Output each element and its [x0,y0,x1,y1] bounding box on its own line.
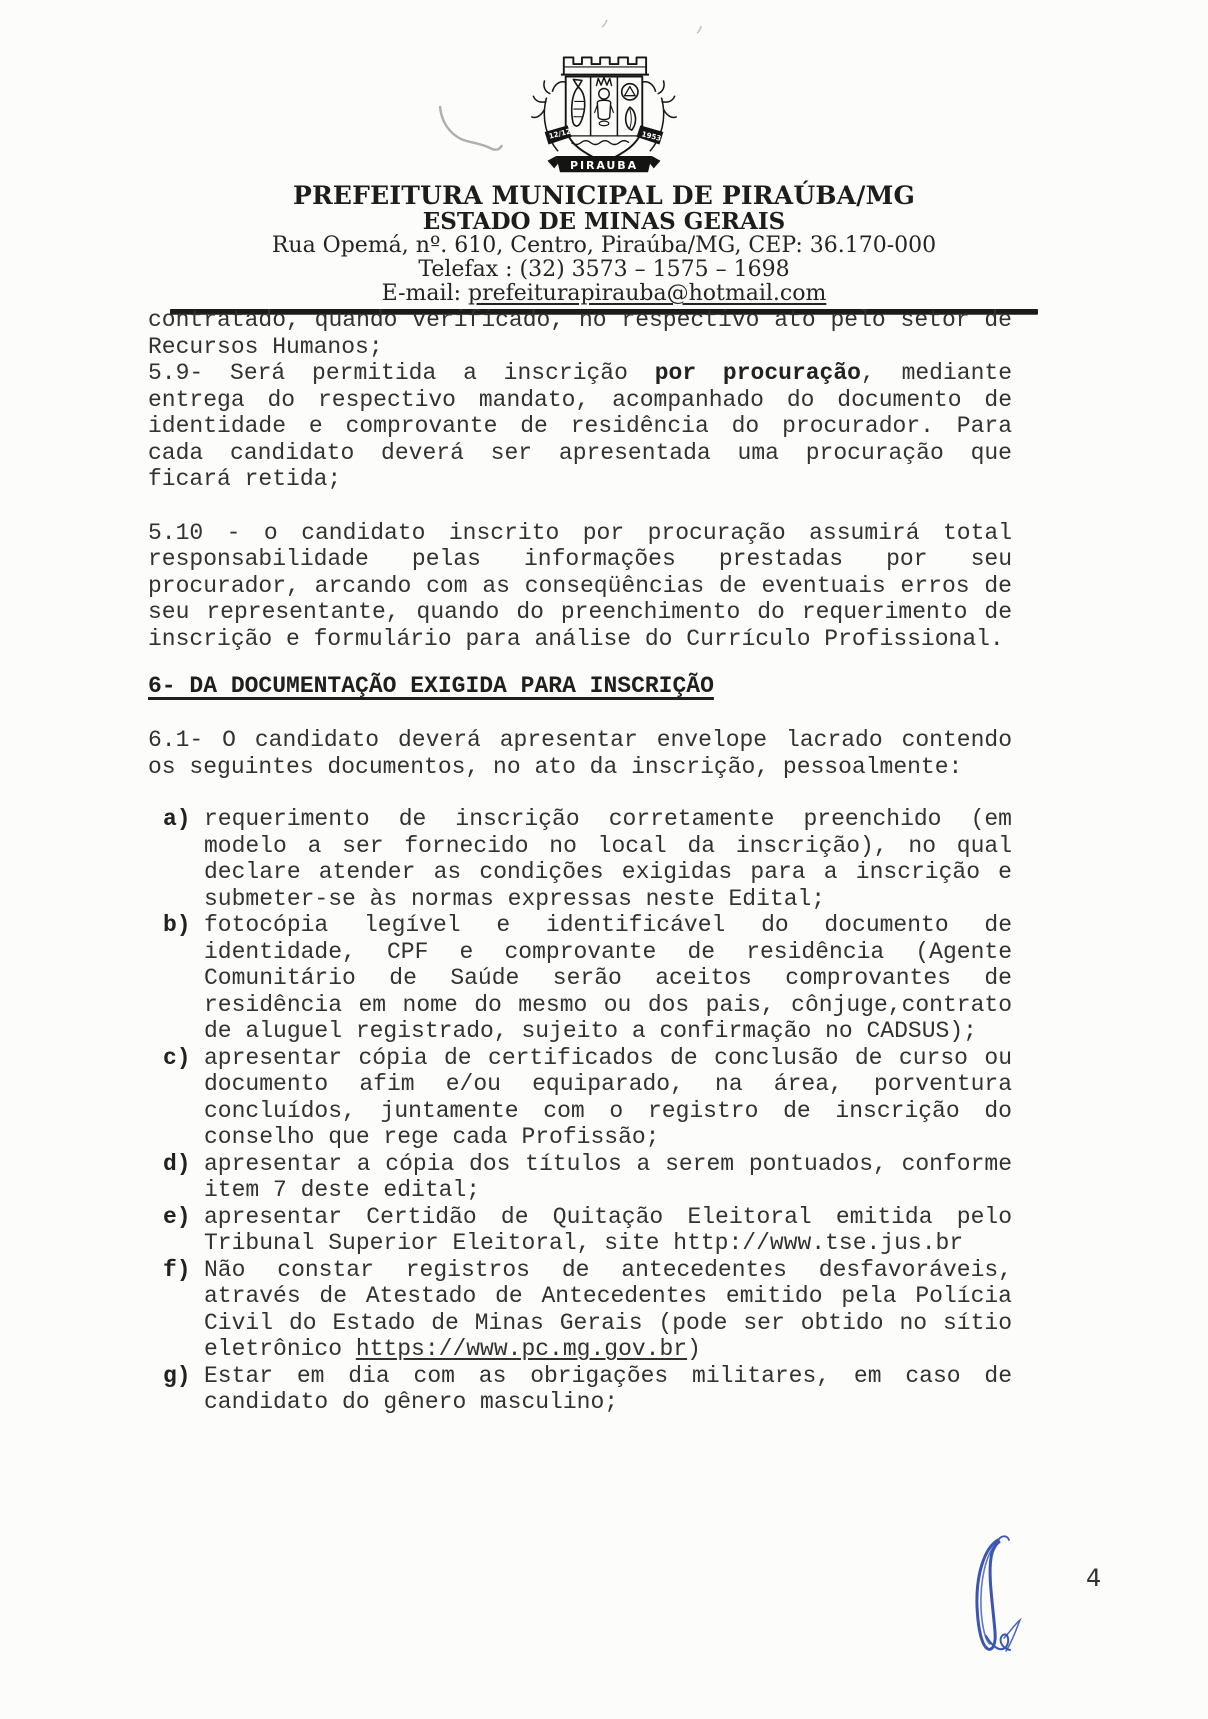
section-6-heading: 6- DA DOCUMENTAÇÃO EXIGIDA PARA INSCRIÇÃO [148,673,714,699]
email-line [0,282,1208,306]
paragraph-5-9: 5.9- Será permitida a inscrição por procuração, mediante entrega do respectivo mandato, acompanhado do documento de identidade e comprovante de residência do procurador. Para cada candidato deverá ser apresentada uma procuração que ficará retida; [148,360,1013,492]
crest-figure [594,78,613,126]
pc-mg-link-text: https://www.pc.mg.gov.br [355,1336,688,1362]
org-name: PREFEITURA MUNICIPAL DE PIRAÚBA/MG [292,181,916,210]
crest-triangle-emblem [622,84,638,130]
item-text: apresentar Certidão de Quitação Eleitoral emitida pelo Tribunal Superior Eleitoral, site http://www.tse.jus.br [204,1203,1012,1256]
list-item-c [148,1045,1012,1151]
paragraph-6-1: 6.1- O candidato deverá apresentar envelope lacrado contendo os seguintes documentos, no ato da inscrição, pessoalmente: [148,727,1012,780]
paragraph-5-10: 5.10 - o candidato inscrito por procuração assumirá total responsabilidade pelas informações prestadas por seu procurador, arcando com as conseqüências de eventuais erros de seu representante, quando do preenchimento do requerimento de inscrição e formulário para análise do Currículo Profissional. [148,519,1012,652]
item-marker: g) [163,1362,191,1389]
list-item-f [148,1257,1012,1363]
crest-banner [548,156,661,172]
item-text: requerimento de inscrição corretamente preenchido (em modelo a ser fornecido no local da inscrição), no qual declare atender as condições exigidas para a inscrição e submeter-se às normas expressas neste Edital; [204,806,1012,912]
item-marker: a) [163,806,191,832]
crest-ribbon-right-text: 1953 [640,129,663,143]
crest-ribbons [545,125,664,144]
item-marker: f) [163,1256,191,1283]
letterhead [0,0,1208,314]
bold-por-procuracao: por procuração [654,360,861,386]
email-label: E-mail: [381,281,469,306]
item-text: Estar em dia com as obrigações militares, em caso de candidato do gênero masculino; [204,1362,1012,1415]
item-text: fotocópia legível e identificável do documento de identidade, CPF e comprovante de residência (Agente Comunitário de Saúde serão aceitos comprovantes de residência em nome do mesmo ou dos pais, cônjuge,contrato de aluguel registrado, sujeito a confirmação no CADSUS); [204,912,1012,1044]
crest-banner-text: PIRAUBA [569,158,639,172]
telefax-line: Telefax : (32) 3573 – 1575 – 1698 [418,257,790,282]
document-list [148,806,1012,1416]
municipal-coat-of-arms [504,44,704,178]
item-marker: e) [163,1203,191,1230]
list-item-b [148,912,1012,1045]
signature-initial [946,1520,1056,1675]
list-item-d [148,1151,1012,1204]
list-item-a [148,806,1012,912]
item-marker: d) [163,1150,191,1177]
page-number: 4 [1086,1564,1102,1592]
list-item-e [148,1204,1012,1257]
address-line: Rua Opemá, nº. 610, Centro, Piraúba/MG, CEP: 36.170-000 [271,233,937,258]
item-text: Não constar registros de antecedentes desfavoráveis, através de Atestado de Antecedentes emitido pela Polícia Civil do Estado de Minas Gerais (pode ser obtido no sítio eletrônico https://www.pc.mg.gov.br) [204,1256,1012,1362]
state-line: ESTADO DE MINAS GERAIS [422,208,786,235]
crest-fish [572,79,585,126]
item-text: apresentar cópia de certificados de conclusão de curso ou documento afim e/ou equiparado, na área, porventura concluídos, juntamente com o registro de inscrição do conselho que rege cada Profissão; [204,1044,1012,1150]
paragraph-contratado: contratado, quando verificado, no respectivo ato pelo setor de Recursos Humanos; [148,307,1012,360]
item-marker: b) [163,912,191,938]
list-item-g [148,1363,1012,1416]
document-body [148,307,1012,1416]
email-address: prefeiturapirauba@hotmail.com [468,281,827,306]
item-marker: c) [163,1044,191,1071]
crest-ribbon-left-text: 12/12 [547,126,572,141]
crest-crown [564,57,646,74]
item-text: apresentar a cópia dos títulos a serem pontuados, conforme item 7 deste edital; [204,1150,1012,1203]
